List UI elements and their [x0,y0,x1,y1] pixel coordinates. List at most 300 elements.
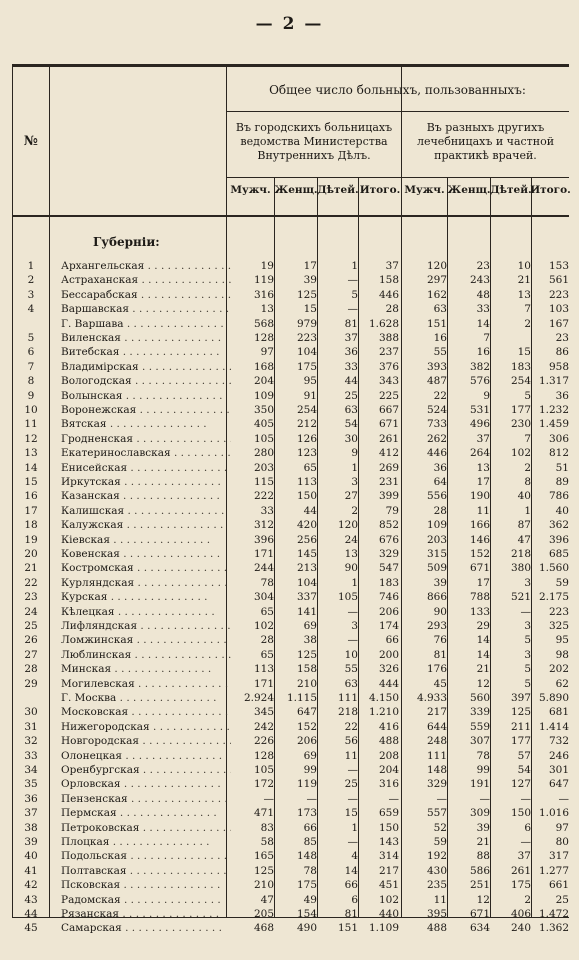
value-cell: 66 [344,879,358,892]
col-header-men-1: Мужч. [230,184,271,196]
value-cell: 9 [351,447,358,460]
table-row [13,489,569,503]
value-cell: 58 [260,836,274,848]
value-cell: 269 [378,461,399,474]
value-cell: 97 [555,821,569,834]
value-cell: 382 [469,360,490,373]
row-number: 24 [24,605,38,618]
table-row [13,893,569,907]
value-cell: 218 [510,548,531,560]
value-cell: 152 [469,548,490,560]
row-number: 22 [24,576,38,589]
value-cell: 406 [510,908,531,920]
row-number: 1 [27,260,35,272]
row-number: 44 [24,908,38,920]
value-cell: 812 [548,447,569,460]
table-row [13,777,569,791]
value-cell: 17 [476,576,490,589]
province-name: Калужская . . . [61,518,231,532]
value-cell: 397 [510,692,531,704]
value-cell: 10 [517,260,531,272]
row-number: 39 [24,836,38,848]
value-cell: 81 [433,648,447,661]
value-cell: 177 [510,404,531,416]
table-row [13,878,569,892]
row-number: 18 [24,519,38,532]
value-cell: 28 [260,634,274,647]
province-name: Владимірская . . . [61,360,231,374]
value-cell: 4.933 [416,692,447,704]
value-cell: 174 [378,620,399,632]
value-cell: 99 [476,764,490,776]
value-cell: 78 [303,864,317,877]
value-cell: 66 [385,634,399,647]
value-cell: 547 [378,562,399,575]
value-cell: 48 [476,288,490,301]
value-cell: — [347,605,358,618]
value-cell: 83 [260,821,274,834]
value-cell: 667 [378,404,399,416]
value-cell: 37 [517,850,531,863]
value-cell: 109 [253,389,274,402]
table-row [13,317,569,331]
row-number: 36 [24,792,38,805]
value-cell: 172 [253,778,274,791]
value-cell: 487 [426,375,447,388]
value-cell: 3 [524,620,531,632]
value-cell: 254 [510,375,531,388]
value-cell: 5 [524,677,531,690]
value-cell: 380 [510,562,531,575]
value-cell: 293 [426,620,447,632]
value-cell: 65 [260,648,274,661]
value-cell: 388 [378,332,399,344]
value-cell: 396 [253,533,274,546]
value-cell: 33 [476,303,490,316]
value-cell: 146 [469,533,490,546]
row-number: 15 [24,476,38,488]
value-cell: 430 [426,864,447,877]
value-cell: 309 [469,807,490,820]
value-cell: 4.150 [368,692,399,704]
province-name: Самарская . . . [61,921,231,935]
value-cell: 732 [548,735,569,748]
value-cell: 1.277 [538,864,569,877]
value-cell: 183 [510,360,531,373]
row-number: 20 [24,548,38,560]
province-name: Витебская . . . [61,345,231,359]
value-cell: 559 [469,720,490,733]
value-cell: 23 [476,260,490,272]
value-cell: 63 [344,677,358,690]
row-number: 31 [24,720,38,733]
value-cell: 153 [548,260,569,272]
table-row [13,605,569,619]
value-cell: 115 [253,476,274,488]
city-hospitals-header: Въ городскихъ больницахъ ведомства Министерства Внутреннихъ Дѣлъ. [235,121,393,162]
value-cell: 176 [426,663,447,676]
province-name: Могилевская . . . [61,677,231,691]
value-cell: 105 [253,764,274,776]
value-cell: 17 [476,476,490,488]
province-name: Радомская . . . [61,893,231,907]
table-row [13,403,569,417]
table-row [13,921,569,935]
table-row [13,389,569,403]
province-name: Гродненская . . . [61,432,231,446]
value-cell: 405 [253,418,274,431]
province-name: Пермская . . . [61,806,231,820]
table-row [13,835,569,849]
value-cell: 3 [524,576,531,589]
value-cell: 37 [385,260,399,272]
col-header-total-2: Итого. [530,184,571,196]
value-cell: 14 [476,634,490,647]
value-cell: 113 [296,476,317,488]
value-cell: 1.232 [538,404,569,416]
value-cell: 151 [426,317,447,330]
value-cell: 24 [344,533,358,546]
value-cell: 576 [469,375,490,388]
value-cell: 237 [378,346,399,359]
row-number: 40 [24,850,38,863]
province-name: Бессарабская . . . [61,288,231,302]
value-cell: 264 [469,447,490,460]
table-row [13,691,569,705]
value-cell: 119 [253,274,274,287]
value-cell: 21 [517,274,531,287]
value-cell: 133 [469,605,490,618]
value-cell: 306 [548,432,569,445]
value-cell: 1.472 [538,908,569,920]
value-cell: 399 [378,490,399,503]
value-cell: 746 [378,591,399,604]
value-cell: 218 [337,706,358,719]
value-cell: 167 [548,317,569,330]
table-row [13,619,569,633]
value-cell: 329 [378,548,399,560]
value-cell: 22 [344,720,358,733]
col-header-children-1: Дѣтей. [317,184,359,196]
value-cell: 6 [524,821,531,834]
value-cell: 158 [296,663,317,676]
table-row [13,259,569,273]
value-cell: — [306,792,317,805]
value-cell: 251 [469,879,490,892]
value-cell: 412 [378,447,399,460]
value-cell: 248 [426,735,447,748]
value-cell: 556 [426,490,447,503]
value-cell: 125 [296,648,317,661]
section-title: Губерніи: [93,235,160,249]
value-cell: 15 [344,807,358,820]
row-number: 23 [24,591,38,604]
value-cell: 85 [303,836,317,848]
value-cell: 16 [433,332,447,344]
value-cell: 126 [296,432,317,445]
row-number: 19 [24,533,38,546]
row-number: 13 [24,447,38,460]
table-row [13,792,569,806]
value-cell: 1.628 [368,317,399,330]
value-cell: 444 [378,677,399,690]
value-cell: 204 [253,375,274,388]
value-cell: 8 [524,476,531,488]
value-cell: 11 [344,749,358,762]
value-cell: 256 [296,533,317,546]
value-cell: 307 [469,735,490,748]
value-cell: 127 [510,778,531,791]
value-cell: 10 [344,648,358,661]
value-cell: 104 [296,576,317,589]
value-cell: 2.175 [538,591,569,604]
value-cell: 396 [548,533,569,546]
table-row [13,345,569,359]
value-cell: 30 [344,432,358,445]
row-number: 34 [24,764,38,776]
value-cell: 166 [469,519,490,532]
value-cell: 45 [433,677,447,690]
value-cell: 151 [337,922,358,935]
value-cell: 304 [253,591,274,604]
province-name: Московская . . . [61,705,231,719]
value-cell: 659 [378,807,399,820]
value-cell: 125 [253,864,274,877]
table-row [13,475,569,489]
value-cell: 2 [524,893,531,906]
value-cell: 1 [351,260,358,272]
value-cell: 1.016 [538,807,569,820]
province-name: Калишская . . . [61,504,231,518]
row-number: 12 [24,432,38,445]
row-number: 2 [27,274,35,287]
value-cell: 204 [378,764,399,776]
value-cell: 120 [337,519,358,532]
value-cell: 7 [524,432,531,445]
value-cell: 1.459 [538,418,569,431]
value-cell: 47 [517,533,531,546]
value-cell: 647 [296,706,317,719]
value-cell: 786 [548,490,569,503]
value-cell: 119 [296,778,317,791]
value-cell: 95 [555,634,569,647]
group-title: Общее число больныхъ, пользованныхъ: [269,83,526,97]
value-cell: 120 [426,260,447,272]
value-cell: 223 [548,605,569,618]
table-row [13,533,569,547]
col-header-women-1: Женщ. [274,184,318,196]
value-cell: 103 [548,303,569,316]
value-cell: 560 [469,692,490,704]
value-cell: 468 [253,922,274,935]
value-cell: 39 [476,821,490,834]
value-cell: 152 [296,720,317,733]
value-cell: 89 [555,476,569,488]
value-cell: 1.109 [368,922,399,935]
value-cell: 21 [476,836,490,848]
value-cell: 243 [469,274,490,287]
value-cell: 25 [344,389,358,402]
value-cell: — [347,303,358,316]
value-cell: 557 [426,807,447,820]
value-cell: 56 [344,735,358,748]
value-cell: 175 [510,879,531,892]
value-cell: 173 [296,807,317,820]
value-cell: 64 [433,476,447,488]
value-cell: 105 [337,591,358,604]
province-name: Кіевская . . . [61,533,231,547]
value-cell: 395 [426,908,447,920]
table-row [13,461,569,475]
value-cell: 113 [253,663,274,676]
value-cell: 261 [378,432,399,445]
value-cell: 78 [476,749,490,762]
table-row [13,446,569,460]
province-name: Лифляндская . . . [61,619,231,633]
value-cell: 262 [426,432,447,445]
value-cell: 177 [510,735,531,748]
value-cell: 337 [296,591,317,604]
page-number: — 2 — [255,14,324,34]
table-row [13,432,569,446]
row-number: 17 [24,504,38,517]
province-name: Курляндская . . . [61,576,231,590]
value-cell: 98 [555,648,569,661]
value-cell: 69 [303,620,317,632]
value-cell: 150 [378,821,399,834]
row-number: 32 [24,735,38,748]
value-cell: 440 [378,908,399,920]
value-cell: 676 [378,533,399,546]
value-cell: 7 [524,303,531,316]
row-number: 25 [24,620,38,632]
col-header-men-2: Мужч. [404,184,445,196]
value-cell: 27 [344,490,358,503]
value-cell: 51 [555,461,569,474]
table-row [13,763,569,777]
table-row [13,576,569,590]
value-cell: — [263,792,274,805]
value-cell: 40 [555,504,569,517]
value-cell: 9 [483,389,490,402]
value-cell: 681 [548,706,569,719]
table-row [13,907,569,921]
row-number: 14 [24,461,38,474]
province-name: Новгородская . . . [61,734,231,748]
value-cell: 1.317 [538,375,569,388]
value-cell: 317 [548,850,569,863]
value-cell: — [347,274,358,287]
value-cell: 22 [433,389,447,402]
value-cell: 16 [476,346,490,359]
table-row [13,720,569,734]
province-name: Виленская . . . [61,331,231,345]
value-cell: 80 [555,836,569,848]
value-cell: 59 [433,836,447,848]
value-cell: 90 [433,605,447,618]
row-number: 26 [24,634,38,647]
value-cell: 175 [296,879,317,892]
value-cell: 76 [433,634,447,647]
value-cell: 3 [351,620,358,632]
value-cell: 175 [296,360,317,373]
value-cell: 217 [378,864,399,877]
province-name: Оренбургская . . . [61,763,231,777]
row-number: 43 [24,893,38,906]
value-cell: 531 [469,404,490,416]
value-cell: 297 [426,274,447,287]
row-number: 8 [27,375,35,388]
value-cell: 23 [555,332,569,344]
row-number: 45 [24,922,38,935]
value-cell: 226 [253,735,274,748]
row-number: 16 [24,490,38,503]
value-cell: 87 [517,519,531,532]
province-name: Кѣлецкая . . . [61,605,231,619]
value-cell: 44 [344,375,358,388]
row-number: 21 [24,562,38,575]
value-cell: 12 [476,677,490,690]
value-cell: 524 [426,404,447,416]
value-cell: 222 [253,490,274,503]
table-row [13,288,569,302]
value-cell: 634 [469,922,490,935]
province-name: Плоцкая . . . [61,835,231,849]
value-cell: 25 [344,778,358,791]
value-cell: 171 [253,677,274,690]
province-name: Олонецкая . . . [61,749,231,763]
value-cell: 148 [296,850,317,863]
value-cell: 235 [426,879,447,892]
value-cell: 521 [510,591,531,604]
row-number: 28 [24,663,38,676]
table-row [13,374,569,388]
value-cell: 5 [524,389,531,402]
value-cell: 111 [426,749,447,762]
row-number: 4 [27,303,35,316]
value-cell: 102 [378,893,399,906]
value-cell: 509 [426,562,447,575]
value-cell: 376 [378,360,399,373]
value-cell: 261 [510,864,531,877]
value-cell: 316 [378,778,399,791]
table-row [13,518,569,532]
value-cell: 1.115 [286,692,317,704]
value-cell: 788 [469,591,490,604]
value-cell: 52 [433,821,447,834]
value-cell: 208 [378,749,399,762]
province-name: Люблинская . . . [61,648,231,662]
table-row [13,806,569,820]
province-name: Петроковская . . . [61,821,231,835]
value-cell: 36 [555,389,569,402]
value-cell: 446 [378,288,399,301]
value-cell: 37 [344,332,358,344]
province-name: Енисейская . . . [61,461,231,475]
table-row [13,561,569,575]
value-cell: 451 [378,879,399,892]
province-name: Подольская . . . [61,849,231,863]
value-cell: 65 [260,605,274,618]
value-cell: 488 [426,922,447,935]
value-cell: 13 [517,288,531,301]
value-cell: 979 [296,317,317,330]
value-cell: 36 [433,461,447,474]
value-cell: 162 [426,288,447,301]
value-cell: 242 [253,720,274,733]
row-number: 3 [27,288,35,301]
value-cell: 65 [303,461,317,474]
